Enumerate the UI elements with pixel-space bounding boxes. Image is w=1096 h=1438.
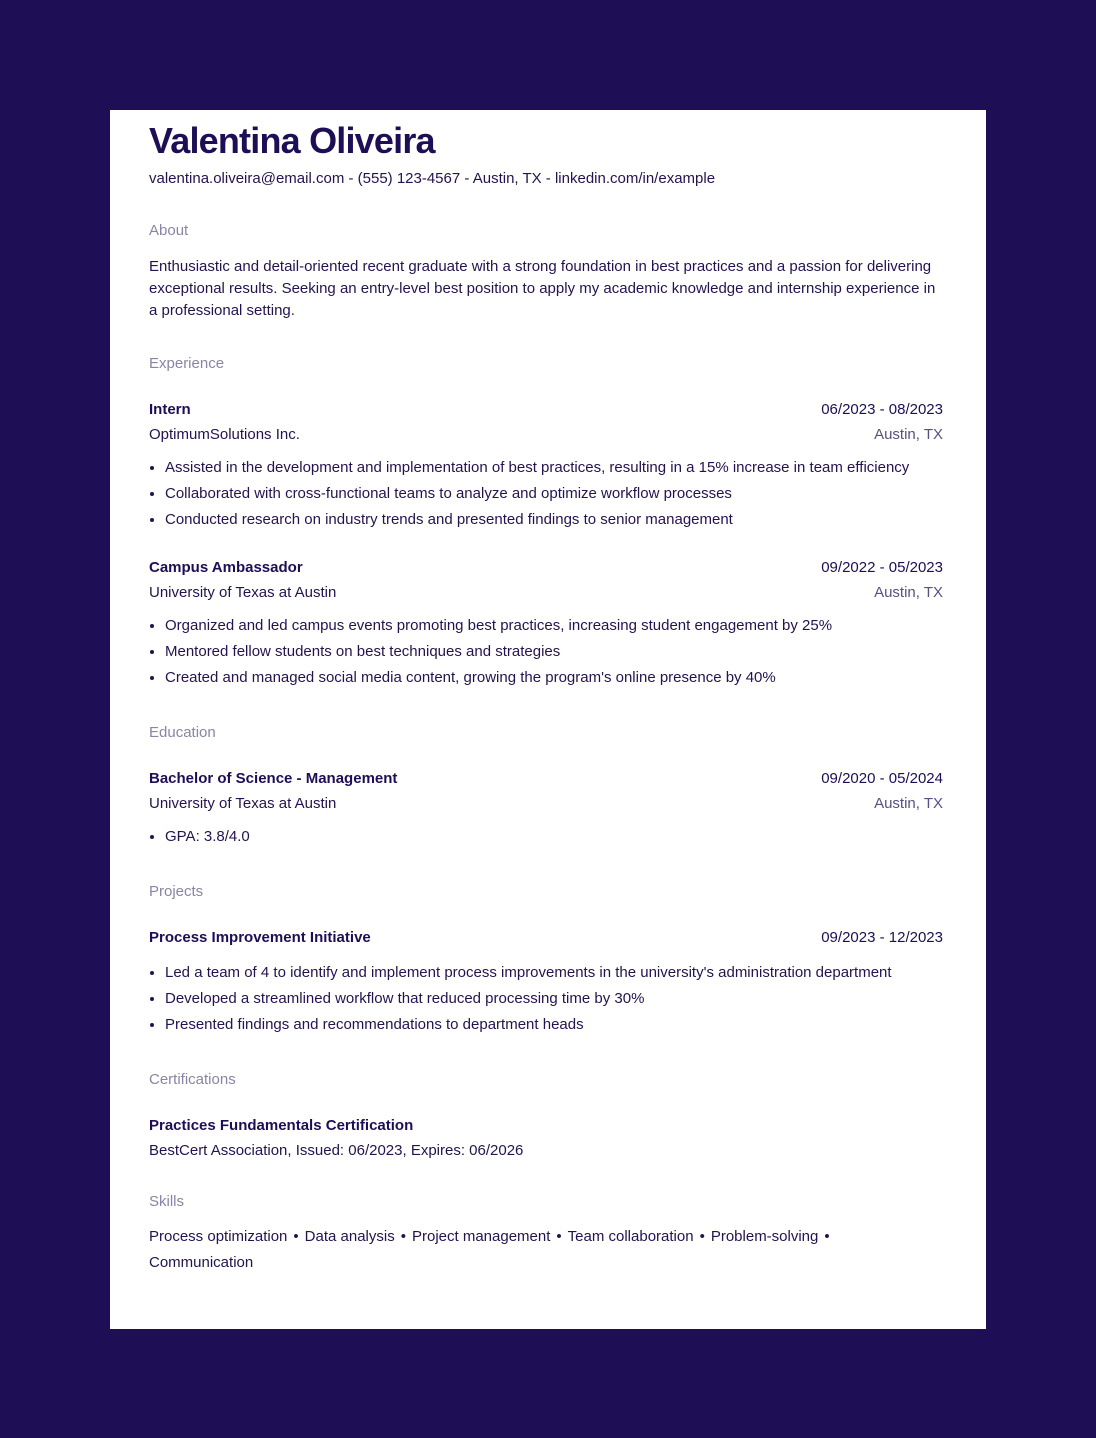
list-item: • Collaborated with cross-functional teams to analyze and optimize workflow processes [165, 481, 943, 507]
certification-name: Practices Fundamentals Certification [149, 1117, 414, 1134]
job-bullets [149, 613, 943, 691]
project-bullets [149, 960, 943, 1038]
education-dates: 09/2020 - 05/2024 [821, 770, 943, 787]
skill-separator: • [824, 1228, 830, 1245]
project-dates: 09/2023 - 12/2023 [821, 929, 943, 946]
education-entry [149, 766, 943, 850]
certification-details [149, 1138, 943, 1163]
education-bullets [149, 824, 943, 850]
skill-separator: • [293, 1228, 299, 1245]
list-item: • Organized and led campus events promoting best practices, increasing student engagement by 25% [165, 613, 943, 639]
skill-separator: • [556, 1228, 562, 1245]
list-item: • Mentored fellow students on best techniques and strategies [165, 639, 943, 665]
list-item: • GPA: 3.8/4.0 [165, 824, 943, 850]
certification-entry [149, 1113, 943, 1163]
skill-item: Communication [149, 1254, 254, 1271]
skill-item: Team collaboration [567, 1228, 694, 1245]
section-title-skills: Skills [149, 1193, 185, 1210]
skills-list [149, 1224, 943, 1276]
resume-page [110, 110, 986, 1329]
job-organization: University of Texas at Austin [149, 584, 337, 601]
list-item: • Developed a streamlined workflow that reduced processing time by 30% [165, 986, 943, 1012]
contact-line: valentina.oliveira@email.com - (555) 123-4567 - Austin, TX - linkedin.com/in/example [149, 170, 716, 187]
job-title: Intern [149, 401, 191, 418]
project-entry [149, 925, 943, 1038]
school-location: Austin, TX [874, 795, 943, 812]
job-location: Austin, TX [874, 426, 943, 443]
certification-dates: , Issued: 06/2023, Expires: 06/2026 [287, 1142, 524, 1159]
section-title-projects: Projects [149, 883, 204, 900]
about-text: Enthusiastic and detail-oriented recent graduate with a strong foundation in best practices and a passion for delivering exceptional results. Seeking an entry-level best position to apply my academic knowledge and internship experience in a professional setting. [149, 258, 936, 319]
list-item: • Assisted in the development and implementation of best practices, resulting in a 15% increase in team efficiency [165, 455, 943, 481]
list-item: • Presented findings and recommendations to department heads [165, 1012, 943, 1038]
degree-title: Bachelor of Science - Management [149, 770, 398, 787]
project-name: Process Improvement Initiative [149, 929, 371, 946]
skill-item: Project management [411, 1228, 551, 1245]
list-item: • Conducted research on industry trends and presented findings to senior management [165, 507, 943, 533]
job-title: Campus Ambassador [149, 559, 303, 576]
section-title-experience: Experience [149, 355, 225, 372]
skill-separator: • [699, 1228, 705, 1245]
list-item: • Created and managed social media content, growing the program's online presence by 40% [165, 665, 943, 691]
section-title-education: Education [149, 724, 216, 741]
skill-separator: • [400, 1228, 406, 1245]
job-organization: OptimumSolutions Inc. [149, 426, 300, 443]
certification-issuer: BestCert Association [149, 1142, 288, 1159]
skill-item: Process optimization [149, 1228, 288, 1245]
job-dates: 06/2023 - 08/2023 [821, 401, 943, 418]
section-title-certifications: Certifications [149, 1071, 236, 1088]
experience-entry [149, 397, 943, 533]
skill-item: Data analysis [304, 1228, 395, 1245]
list-item: • Led a team of 4 to identify and implement process improvements in the university's administration department [165, 960, 943, 986]
candidate-name: Valentina Oliveira [149, 120, 435, 161]
section-title-about: About [149, 222, 189, 239]
job-dates: 09/2022 - 05/2023 [821, 559, 943, 576]
experience-entry [149, 555, 943, 691]
job-location: Austin, TX [874, 584, 943, 601]
skill-item: Problem-solving [710, 1228, 819, 1245]
school-name: University of Texas at Austin [149, 795, 337, 812]
job-bullets [149, 455, 943, 533]
